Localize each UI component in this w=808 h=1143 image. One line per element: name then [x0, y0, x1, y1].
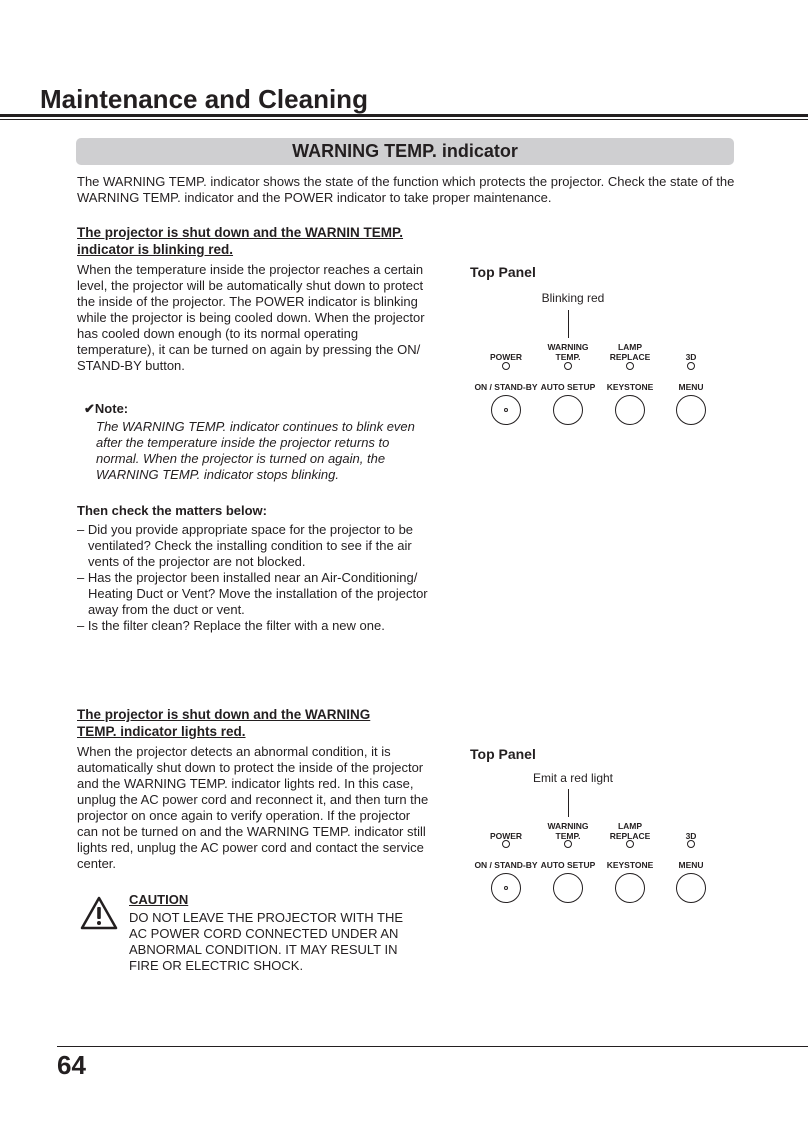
- top-panel-label: Top Panel: [470, 264, 536, 280]
- menu-button: [676, 873, 706, 903]
- case1-heading-line1: The projector is shut down and the WARNIN TEMP.: [77, 225, 404, 240]
- on-standby-button-label: ON / STAND-BY: [474, 382, 538, 392]
- warning-temp-indicator-led: [564, 840, 572, 848]
- keystone-button: [615, 395, 645, 425]
- note-heading: [84, 400, 128, 418]
- 3d-indicator-label: [661, 821, 721, 841]
- intro-paragraph: The WARNING TEMP. indicator shows the state of the function which protects the projector. Check the state of the WARNING TEMP. indicator and the POWER indicator to take proper maintenance.: [77, 174, 735, 205]
- keystone-button: [615, 873, 645, 903]
- keystone-button-label: KEYSTONE: [606, 382, 654, 392]
- power-dot-icon: [504, 886, 508, 890]
- callout-text: Emit a red light: [532, 771, 614, 785]
- indicator-label-line1: WARNING: [547, 342, 589, 352]
- lamp-replace-indicator-led: [626, 840, 634, 848]
- lamp-replace-indicator-led: [626, 362, 634, 370]
- power-dot-icon: [504, 408, 508, 412]
- note-text: The WARNING TEMP. indicator continues to blink even after the temperature inside the projector returns to normal. When the projector is turned on again, the WARNING TEMP. indicator stops blinking.: [96, 419, 415, 482]
- indicator-label-line2: 3D: [685, 831, 697, 841]
- indicator-label-line1: LAMP: [617, 821, 643, 831]
- warning-temp-indicator-led: [564, 362, 572, 370]
- indicator-label-line1: WARNING: [547, 821, 589, 831]
- on-standby-button-label: ON / STAND-BY: [474, 860, 538, 870]
- warning-triangle-icon: [80, 896, 118, 930]
- page-number: 64: [57, 1050, 86, 1080]
- callout-text: Blinking red: [541, 291, 605, 305]
- check-item: – Has the projector been installed near an Air-Conditioning/ Heating Duct or Vent? Move the installation of the projector away from the duct or vent.: [77, 570, 428, 617]
- indicator-label-line2: REPLACE: [609, 352, 651, 362]
- case1-body: When the temperature inside the projector reaches a certain level, the projector will be automatically shut down to protect the inside of the projector. The POWER indicator is blinking while the projector is being cooled down. When the projector has cooled down enough (to its normal operating temperature), it can be turned on again by pressing the ON/ STAND-BY button.: [77, 262, 425, 373]
- case1-text: [77, 224, 432, 374]
- indicator-label-line2: TEMP.: [555, 352, 581, 362]
- case1-heading: [77, 224, 432, 258]
- 3d-indicator-led: [687, 362, 695, 370]
- callout-line: [568, 310, 569, 338]
- section-title: WARNING TEMP. indicator: [76, 138, 734, 165]
- checkmark-icon: ✔: [84, 401, 95, 416]
- indicator-label-line1: LAMP: [617, 342, 643, 352]
- lamp-replace-indicator-label: [600, 342, 660, 362]
- callout-line: [568, 789, 569, 817]
- warning-temp-indicator-label: [538, 342, 598, 362]
- indicator-label-line2: POWER: [489, 831, 523, 841]
- check-list: [77, 522, 429, 634]
- title-rule: [0, 114, 808, 117]
- auto-setup-button-label: AUTO SETUP: [540, 382, 596, 392]
- indicator-label-line2: TEMP.: [555, 831, 581, 841]
- menu-button: [676, 395, 706, 425]
- check-item: – Is the filter clean? Replace the filter with a new one.: [77, 618, 385, 633]
- auto-setup-button: [553, 873, 583, 903]
- check-heading: Then check the matters below:: [77, 503, 267, 518]
- power-indicator-label: [476, 821, 536, 841]
- page-title: Maintenance and Cleaning: [40, 84, 368, 114]
- caution-title: CAUTION: [129, 892, 189, 907]
- indicator-label-line2: POWER: [489, 352, 523, 362]
- note-label: Note:: [94, 401, 129, 416]
- top-panel-label: Top Panel: [470, 746, 536, 762]
- auto-setup-button: [553, 395, 583, 425]
- auto-setup-button-label: AUTO SETUP: [540, 860, 596, 870]
- menu-button-label: MENU: [678, 382, 704, 392]
- menu-button-label: MENU: [678, 860, 704, 870]
- caution-text: DO NOT LEAVE THE PROJECTOR WITH THE AC POWER CORD CONNECTED UNDER AN ABNORMAL CONDITION. IT MAY RESULT IN FIRE OR ELECTRIC SHOCK.: [129, 910, 404, 973]
- 3d-indicator-label: [661, 342, 721, 362]
- 3d-indicator-led: [687, 840, 695, 848]
- case2-heading-line1: The projector is shut down and the WARNING: [77, 707, 371, 722]
- indicator-label-line2: 3D: [685, 352, 697, 362]
- on-standby-button: [491, 395, 521, 425]
- case2-text: [77, 706, 432, 872]
- case2-body: When the projector detects an abnormal condition, it is automatically shut down to protect the inside of the projector and the WARNING TEMP. indicator lights red. In this case, unplug the AC power cord and reconnect it, and then turn the projector on once again to verify operation. If the projector can not be turned on and the WARNING TEMP. indicator still lights red, unplug the AC power cord and contact the service center.: [77, 744, 429, 871]
- power-indicator-label: [476, 342, 536, 362]
- warning-temp-indicator-label: [538, 821, 598, 841]
- indicator-label-line2: REPLACE: [609, 831, 651, 841]
- case2-heading-line2: TEMP. indicator lights red.: [77, 724, 246, 739]
- case2-heading: [77, 706, 432, 740]
- case1-heading-line2: indicator is blinking red.: [77, 242, 234, 257]
- on-standby-button: [491, 873, 521, 903]
- power-indicator-led: [502, 840, 510, 848]
- footer-rule: [57, 1046, 808, 1047]
- lamp-replace-indicator-label: [600, 821, 660, 841]
- check-item: – Did you provide appropriate space for the projector to be ventilated? Check the installing condition to see if the air vents of the projector are not blocked.: [77, 522, 414, 569]
- keystone-button-label: KEYSTONE: [606, 860, 654, 870]
- title-rule-thin: [0, 119, 808, 120]
- power-indicator-led: [502, 362, 510, 370]
